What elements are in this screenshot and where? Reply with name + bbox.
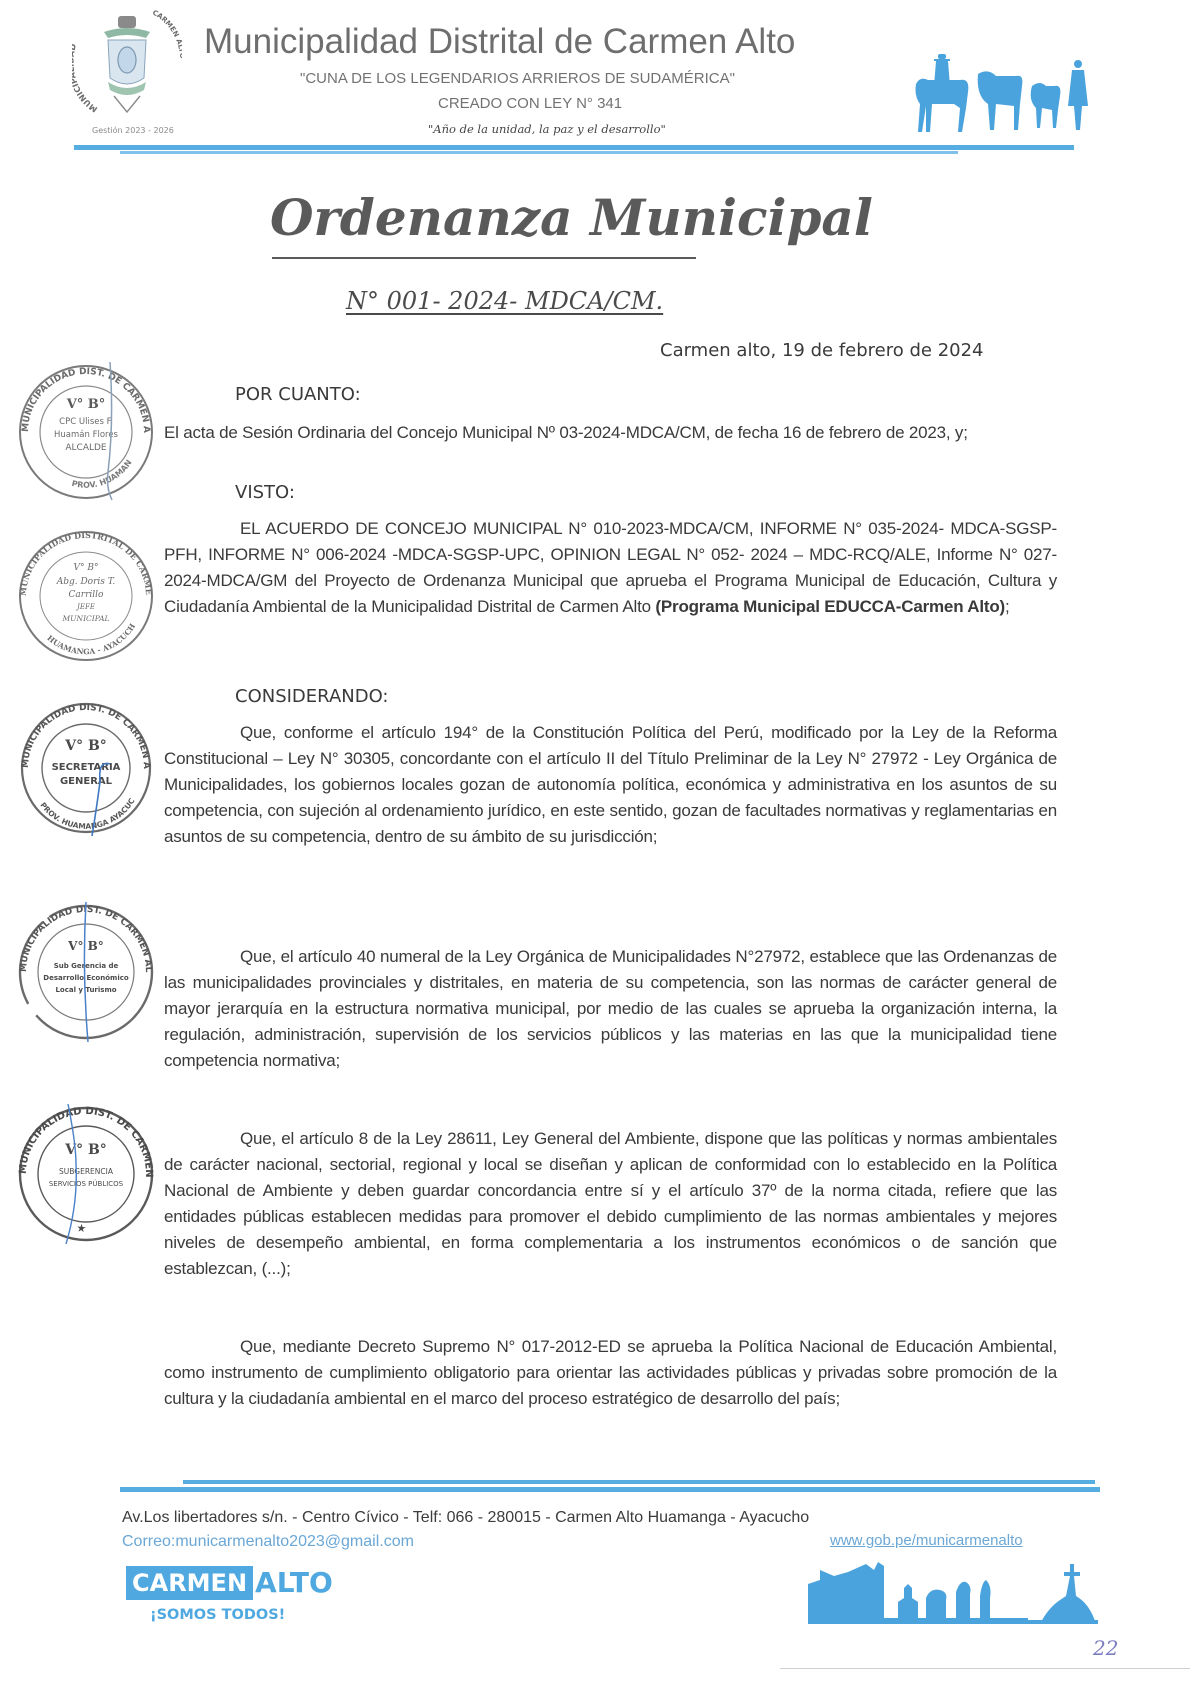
document-title-underline [272,257,696,259]
stamp-desarrollo-ring-text: MUNICIPALIDAD DIST. DE CARMEN AL [18,904,154,973]
stamp-jefe-ring-bottom: HUAMANGA - AYACUCH [45,621,138,657]
stamp-alcalde-ring-bottom: PROV. HUAMAN [70,458,134,490]
footer-divider-secondary [120,1487,1100,1492]
brand-alto: ALTO [255,1566,333,1599]
considerando-text-2: Que, el artículo 40 numeral de la Ley Orgánica de Municipalidades N°27972, establece que las Ordenanzas de las municipalidades provinciales y distritales, en materia de su competencia, son las normas de carácter general de mayor jerarquía en la estructura normativa municipal, por medio de las cuales se aprueba la organización interna, la regulación, administración, supervisión de los servicios públicos y las materias en las que la municipalidad tiene competencia normativa; [164,947,1057,1070]
heading-considerando: CONSIDERANDO: [235,686,389,707]
stamp-alcalde-line-1: CPC Ulises F. [59,417,113,427]
header-divider-primary [74,145,1074,150]
stamp-jefe-line-2: Carrillo [68,590,104,600]
heading-visto: VISTO: [235,482,295,503]
considerando-text-4: Que, mediante Decreto Supremo N° 017-2012-ED se aprueba la Política Nacional de Educación Ambiental, como instrumento de cumplimiento obligatorio para orientar las actividades públicas y privadas sobre promoción de la cultura y la ciudadanía ambiental en el marco del proceso estratégico de desarrollo del país; [164,1337,1057,1408]
carmen-alto-brand-logo [126,1566,333,1600]
city-skyline-illustration [808,1556,1098,1632]
stamp-jefe-vb: V° B° [73,563,99,573]
considerando-paragraph-3 [164,1126,1057,1282]
ordinance-number: N° 001- 2024- MDCA/CM. [346,287,664,315]
crest-ring-right-text: CARMEN [151,8,181,39]
stamp-servicios-line-1: SUBGERENCIA [59,1167,113,1176]
paragraph-visto [164,516,1057,620]
approval-stamp-jefe [16,526,156,666]
footer-email[interactable]: Correo:municarmenalto2023@gmail.com [122,1533,414,1550]
por-cuanto-text: El acta de Sesión Ordinaria del Concejo Municipal Nº 03-2024-MDCA/CM, de fecha 16 de febrero de 2023, y; [164,423,968,442]
stamp-jefe-line-1: Abg. Doris T. [56,577,116,587]
stamp-desarrollo-line-3: Local y Turismo [55,986,117,994]
stamp-secretaria-line-1: SECRETARIA [51,762,121,773]
paragraph-por-cuanto [164,420,1057,446]
approval-stamp-desarrollo-economico [16,902,156,1042]
considerando-paragraph-2 [164,944,1057,1074]
brand-carmen: CARMEN [126,1566,253,1600]
heading-por-cuanto: POR CUANTO: [235,384,361,405]
institution-motto: "CUNA DE LOS LEGENDARIOS ARRIEROS DE SUDAMÉRICA" [300,70,735,87]
signature-stroke [84,902,88,1042]
crest-ring-left-text: MUNIC [72,84,100,114]
document-title: Ordenanza Municipal [270,188,873,247]
considerando-text-1: Que, conforme el artículo 194° de la Constitución Política del Perú, modificado por la Ley de la Reforma Constitucional – Ley N° 30305, concordante con el artículo II del Título Preliminar de la Ley N° 27972 - Ley Orgánica de Municipalidades, los gobiernos locales gozan de autonomía política, económica y administrativa en los asuntos de su competencia, con sujeción al ordenamiento jurídico, en este sentido, gozan de facultades normativas y reglamentarias en asuntos de su competencia, dentro de su ámbito de su jurisdicción; [164,723,1057,846]
stamp-alcalde-line-3: ALCALDE [65,443,107,453]
stamp-servicios-vb: V° B° [65,1142,107,1158]
svg-text:MUNICIPALIDAD DIST. DE CARMEN [18,700,151,769]
approval-stamp-alcalde [16,362,156,502]
footer-website-link[interactable]: www.gob.pe/municarmenalto [830,1532,1023,1549]
stamp-alcalde-ring-text: MUNICIPALIDAD DIST. DE CARMEN A [20,366,152,434]
stamp-servicios-line-2: SERVICIOS PÚBLICOS [48,1180,124,1188]
arrieros-riders-illustration [912,48,1102,138]
handwritten-page-number: 22 [1093,1636,1119,1660]
document-date: Carmen alto, 19 de febrero de 2024 [660,340,984,361]
footer-divider-primary [183,1480,1095,1484]
stamp-servicios-ring-text: MUNICIPALIDAD DIST. DE CARMEN [17,1105,155,1178]
creation-law: CREADO CON LEY N° 341 [438,95,623,112]
stamp-secretaria-ring-bottom: PROV. HUAMANGA AYACUC [38,796,137,831]
approval-stamp-servicios-publicos [16,1104,156,1244]
svg-text:★ [76,1221,87,1235]
considerando-text-3: Que, el artículo 8 de la Ley 28611, Ley General del Ambiente, dispone que las políticas y normas ambientales de carácter nacional, sectorial, regional y local se diseñan y aplican de conformidad con lo establecido en la Política Nacional de Ambiente y deben guardar concordancia entre sí y el artículo 37º de la norma citada, refiere que las entidades públicas establecen medidas para promover el debido cumplimiento de las normas ambientales y mejores niveles de desempeño ambiental, en forma complementaria a los instrumentos económicos o de sanción que establezcan, (...); [164,1129,1057,1278]
svg-text:MUNICIPALIDAD [72,43,99,114]
stamp-jefe-line-3: JEFE [77,603,95,611]
visto-program-name: (Programa Municipal EDUCCA-Carmen Alto) [655,597,1005,616]
stamp-alcalde-line-2: Huamán Flores [54,430,118,440]
stamp-secretaria-ring-text: MUNICIPALIDAD DIST. DE CARMEN A [20,702,152,770]
institution-name: Municipalidad Distrital de Carmen Alto [204,22,796,61]
footer-address: Av.Los libertadores s/n. - Centro Cívico - Telf: 066 - 280015 - Carmen Alto Huamanga - Ayacucho [122,1509,810,1526]
year-name: "Año de la unidad, la paz y el desarrollo" [428,122,666,136]
stamp-desarrollo-line-2: Desarrollo Económico [43,974,129,982]
brand-tagline: ¡SOMOS TODOS! [150,1607,286,1623]
visto-text-end: ; [1004,597,1010,616]
stamp-servicios-star: ★ [75,1221,87,1236]
svg-text:CARMEN ALTO [151,9,182,60]
municipal-crest-logo [72,8,182,123]
scan-edge-line [780,1668,1190,1669]
visto-text: EL ACUERDO DE CONCEJO MUNICIPAL N° 010-2023-MDCA/CM, INFORME N° 035-2024- MDCA-SGSP-PFH, INFORME N° 006-2024 -MDCA-SGSP-UPC, OPINION LEGAL N° 052- 2024 – MDC-RCQ/ALE, Informe N° 027-2024-MDCA/GM del Proyecto de Ordenanza Municipal que aprueba el Programa Municipal de Educación, Cultura y Ciudadanía Ambiental de la Municipalidad Distrital de Carmen Alto [164,519,1057,616]
crest-caption: Gestión 2023 - 2026 [92,126,174,135]
stamp-secretaria-line-2: GENERAL [59,776,113,787]
stamp-jefe-ring-text: MUNICIPALIDAD DISTRITAL DE CARME [17,529,155,597]
stamp-alcalde-vb: V° B° [66,397,106,412]
considerando-paragraph-4 [164,1334,1057,1412]
approval-stamp-secretaria-general [18,700,154,836]
stamp-desarrollo-vb: V° B° [68,939,104,953]
header-divider-secondary [120,151,958,154]
stamp-desarrollo-line-1: Sub Gerencia de [53,962,119,970]
stamp-secretaria-vb: V° B° [65,738,107,754]
stamp-jefe-line-4: MUNICIPAL [62,614,110,623]
considerando-paragraph-1 [164,720,1057,850]
